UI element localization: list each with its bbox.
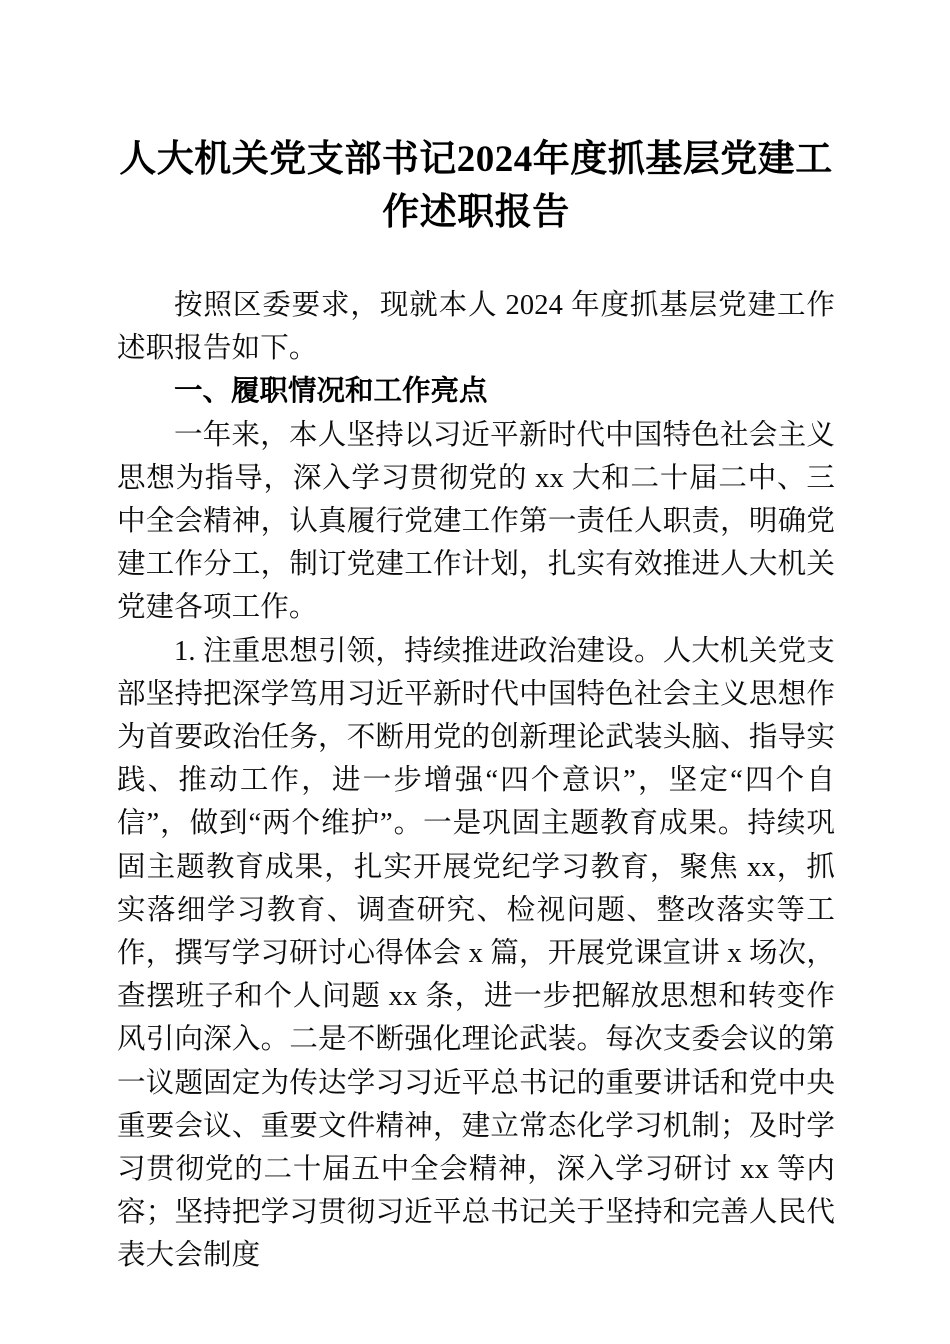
title-spacer [117,239,835,284]
document-content-column [117,0,835,1344]
body-paragraph-2: 1. 注重思想引领，持续推进政治建设。人大机关党支部坚持把深学笃用习近平新时代中国特色社会主义思想作为首要政治任务，不断用党的创新理论武装头脑、指导实践、推动工作，进一步增强“四个意识”，坚定“四个自信”，做到“两个维护”。一是巩固主题教育成果。持续巩固主题教育成果，扎实开展党纪学习教育，聚焦 xx，抓实落细学习教育、调查研究、检视问题、整改落实等工作，撰写学习研讨心得体会 x 篇，开展党课宣讲 x 场次，查摆班子和个人问题 xx 条，进一步把解放思想和转变作风引向深入。二是不断强化理论武装。每次支委会议的第一议题固定为传达学习习近平总书记的重要讲话和党中央重要会议、重要文件精神，建立常态化学习机制；及时学习贯彻党的二十届五中全会精神，深入学习研讨 xx 等内容；坚持把学习贯彻习近平总书记关于坚持和完善人民代表大会制度 [117,635,835,1272]
body-paragraph-1: 一年来，本人坚持以习近平新时代中国特色社会主义思想为指导，深入学习贯彻党的 xx 大和二十届二中、三中全会精神，认真履行党建工作第一责任人职责，明确党建工作分工，制订党建工作计划，扎实有效推进人大机关党建各项工作。 [117,419,835,624]
page-title [117,0,835,239]
section-heading-1: 一、履职情况和工作亮点 [174,375,488,408]
page-title-line-2: 作述职报告 [382,192,570,233]
intro-paragraph: 按照区委要求，现就本人 2024 年度抓基层党建工作述职报告如下。 [117,290,835,365]
page-title-line-1: 人大机关党支部书记2024年度抓基层党建工 [119,139,833,180]
